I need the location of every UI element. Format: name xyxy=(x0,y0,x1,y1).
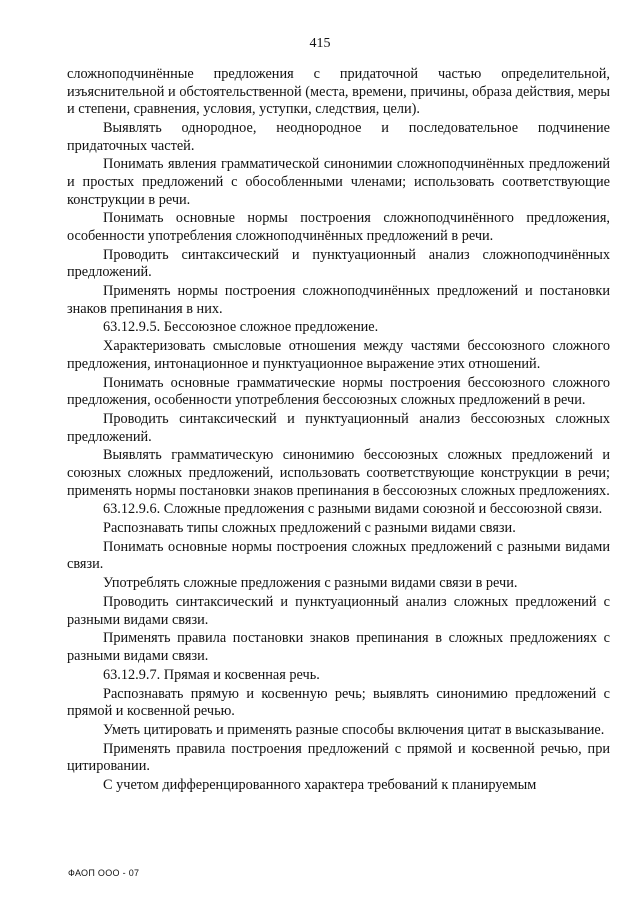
paragraph: С учетом дифференцированного характера требований к планируемым xyxy=(103,777,537,794)
section-heading: 63.12.9.7. Прямая и косвенная речь. xyxy=(103,666,320,683)
section-heading: 63.12.9.6. Сложные предложения с разными видами союзной и бессоюзной связи. xyxy=(103,501,603,518)
paragraph: Распознавать прямую и косвенную речь; выявлять синонимию предложений с прямой и косвенной речью. xyxy=(67,685,610,720)
paragraph: Уметь цитировать и применять разные способы включения цитат в высказывание. xyxy=(103,721,605,738)
page-number: 415 xyxy=(309,36,331,51)
paragraph: Понимать основные грамматические нормы построения бессоюзного сложного предложения, особенности употребления бессоюзных сложных предложений в речи. xyxy=(67,374,610,409)
paragraph: Понимать основные нормы построения сложных предложений с разными видами связи. xyxy=(67,538,610,573)
paragraph: Понимать явления грамматической синонимии сложноподчинённых предложений и простых предложений с обособленными членами; использовать соответствующие конструкции в речи. xyxy=(67,156,610,208)
paragraph: Употреблять сложные предложения с разными видами связи в речи. xyxy=(103,575,518,592)
paragraph: Проводить синтаксический и пунктуационный анализ бессоюзных сложных предложений. xyxy=(67,410,610,445)
paragraph: Применять правила постановки знаков препинания в сложных предложениях с разными видами связи. xyxy=(67,630,610,664)
paragraph: Проводить синтаксический и пунктуационный анализ сложных предложений с разными видами связи. xyxy=(67,594,610,628)
paragraph: Распознавать типы сложных предложений с разными видами связи. xyxy=(103,520,516,537)
paragraph: Выявлять грамматическую синонимию бессоюзных сложных предложений и союзных сложных предложений, использовать соответствующие конструкции в речи; применять нормы постановки знаков препинания в бессоюзных сложных предложениях. xyxy=(67,447,610,499)
paragraph: сложноподчинённые предложения с придаточной частью определительной, изъяснительной и обстоятельственной (места, времени, причины, образа действия, меры и степени, сравнения, условия, уступки, следствия, цели). xyxy=(67,66,610,118)
paragraph: Применять правила построения предложений с прямой и косвенной речью, при цитировании. xyxy=(67,740,610,775)
paragraph: Характеризовать смысловые отношения между частями бессоюзного сложного предложения, интонационное и пунктуационное выражение этих отношений. xyxy=(67,338,610,372)
document-body xyxy=(67,66,610,796)
paragraph: Проводить синтаксический и пунктуационный анализ сложноподчинённых предложений. xyxy=(67,246,610,281)
footer-code: ФАОП ООО - 07 xyxy=(68,868,140,878)
paragraph: Понимать основные нормы построения сложноподчинённого предложения, особенности употребления сложноподчинённых предложений в речи. xyxy=(67,210,610,244)
section-heading: 63.12.9.5. Бессоюзное сложное предложение. xyxy=(103,319,379,336)
paragraph: Выявлять однородное, неоднородное и последовательное подчинение придаточных частей. xyxy=(67,119,610,154)
paragraph: Применять нормы построения сложноподчинённых предложений и постановки знаков препинания в них. xyxy=(67,283,610,317)
